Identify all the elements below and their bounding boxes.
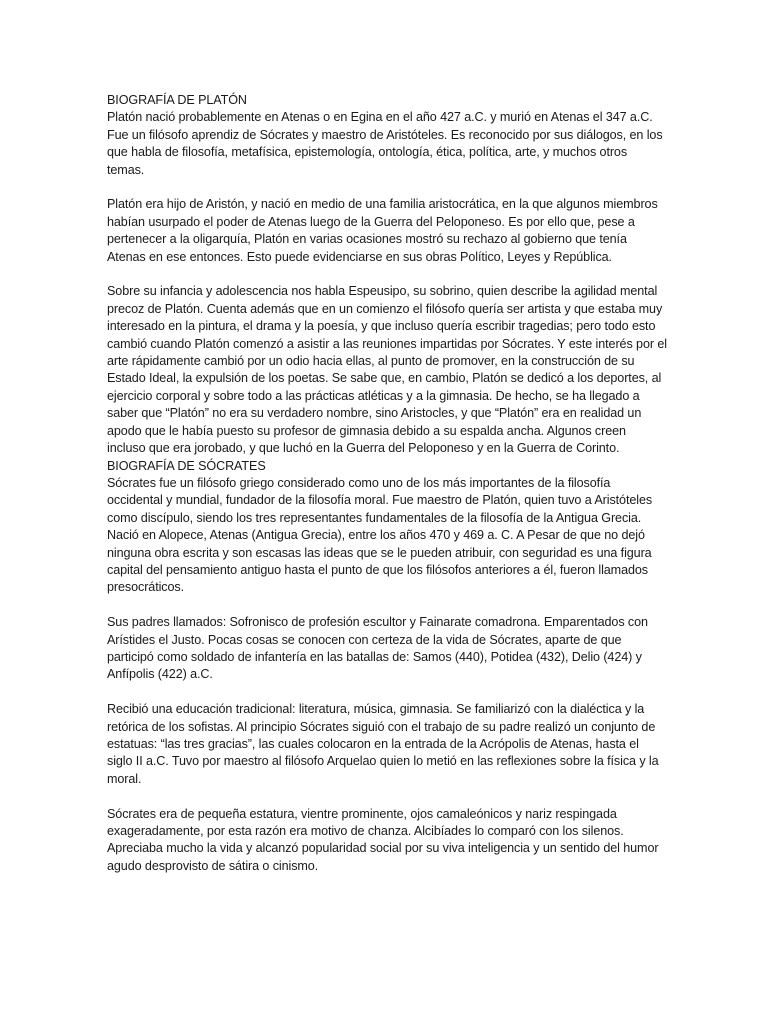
paragraph: Sócrates fue un filósofo griego considerado como uno de los más importantes de la filosofía occidental y mundial, fundador de la filosofía moral. Fue maestro de Platón, quien tuvo a Aristóteles como discípulo, siendo los tres representantes fundamentales de la filosofía de la Antigua Grecia. Nació en Alopece, Atenas (Antigua Grecia), entre los años 470 y 469 a. C. A Pesar de que no dejó ninguna obra escrita y son escasas las ideas que se le pueden atribuir, con seguridad es una figura capital del pensamiento antiguo hasta el punto de que los filósofos anteriores a él, fueron llamados presocráticos.	[107, 475, 653, 595]
paragraph: Platón era hijo de Aristón, y nació en medio de una familia aristocrática, en la que algunos miembros habían usurpado el poder de Atenas luego de la Guerra del Peloponeso. Es por ello que, pese a pertenecer a la oligarquía, Platón en varias ocasiones mostró su rechazo al gobierno que tenía Atenas en ese entonces. Esto puede evidenciarse en sus obras Político, Leyes y República.	[107, 197, 658, 264]
paragraph: Recibió una educación tradicional: literatura, música, gimnasia. Se familiarizó con la dialéctica y la retórica de los sofistas. Al principio Sócrates siguió con el trabajo de su padre realizó un conjunto de estatuas: “las tres gracias”, las cuales colocaron en la entrada de la Acrópolis de Atenas, hasta el siglo II a.C. Tuvo por maestro al filósofo Arquelao quien lo metió en las reflexiones sobre la física y la moral.	[107, 702, 659, 786]
paragraph-spacer	[107, 788, 667, 805]
paragraph-spacer	[107, 597, 667, 614]
paragraph: Sus padres llamados: Sofronisco de profesión escultor y Fainarate comadrona. Emparentados con Arístides el Justo. Pocas cosas se conocen con certeza de la vida de Sócrates, aparte de que participó como soldado de infantería en las batallas de: Samos (440), Potidea (432), Delio (424) y Anfípolis (422) a.C.	[107, 615, 648, 682]
paragraph: Sobre su infancia y adolescencia nos habla Espeusipo, su sobrino, quien describe la agilidad mental precoz de Platón. Cuenta además que en un comienzo el filósofo quería ser artista y que estaba muy interesado en la pintura, el drama y la poesía, y que incluso quería escribir tragedias; pero todo esto cambió cuando Platón comenzó a asistir a las reuniones impartidas por Sócrates. Y este interés por el arte rápidamente cambió por un odio hacia ellas, al punto de promover, en la construcción de su Estado Ideal, la expulsión de los poetas. Se sabe que, en cambio, Platón se dedicó a los deportes, al ejercicio corporal y sobre todo a las prácticas atléticas y a la gimnasia. De hecho, se ha llegado a saber que “Platón” no era su verdadero nombre, sino Aristocles, y que “Platón” era en realidad un apodo que le había puesto su profesor de gimnasia debido a su espalda ancha. Algunos creen incluso que era jorobado, y que luchó en la Guerra del Peloponeso y en la Guerra de Corinto.	[107, 284, 667, 456]
section-heading-socrates: BIOGRAFÍA DE SÓCRATES	[107, 458, 266, 473]
document-body	[107, 92, 667, 875]
section-heading-platon: BIOGRAFÍA DE PLATÓN	[107, 93, 247, 107]
paragraph-spacer	[107, 179, 667, 196]
section-socrates	[107, 458, 667, 876]
section-platon	[107, 92, 667, 458]
paragraph: Platón nació probablemente en Atenas o en Egina en el año 427 a.C. y murió en Atenas el 347 a.C. Fue un filósofo aprendiz de Sócrates y maestro de Aristóteles. Es reconocido por sus diálogos, en los que habla de filosofía, metafísica, epistemología, ontología, ética, política, arte, y muchos otros temas.	[107, 110, 663, 177]
paragraph-spacer	[107, 684, 667, 701]
paragraph-spacer	[107, 266, 667, 283]
paragraph: Sócrates era de pequeña estatura, vientre prominente, ojos camaleónicos y nariz respingada exageradamente, por esta razón era motivo de chanza. Alcibíades lo comparó con los silenos. Apreciaba mucho la vida y alcanzó popularidad social por su viva inteligencia y un sentido del humor agudo desprovisto de sátira o cinismo.	[107, 806, 659, 873]
